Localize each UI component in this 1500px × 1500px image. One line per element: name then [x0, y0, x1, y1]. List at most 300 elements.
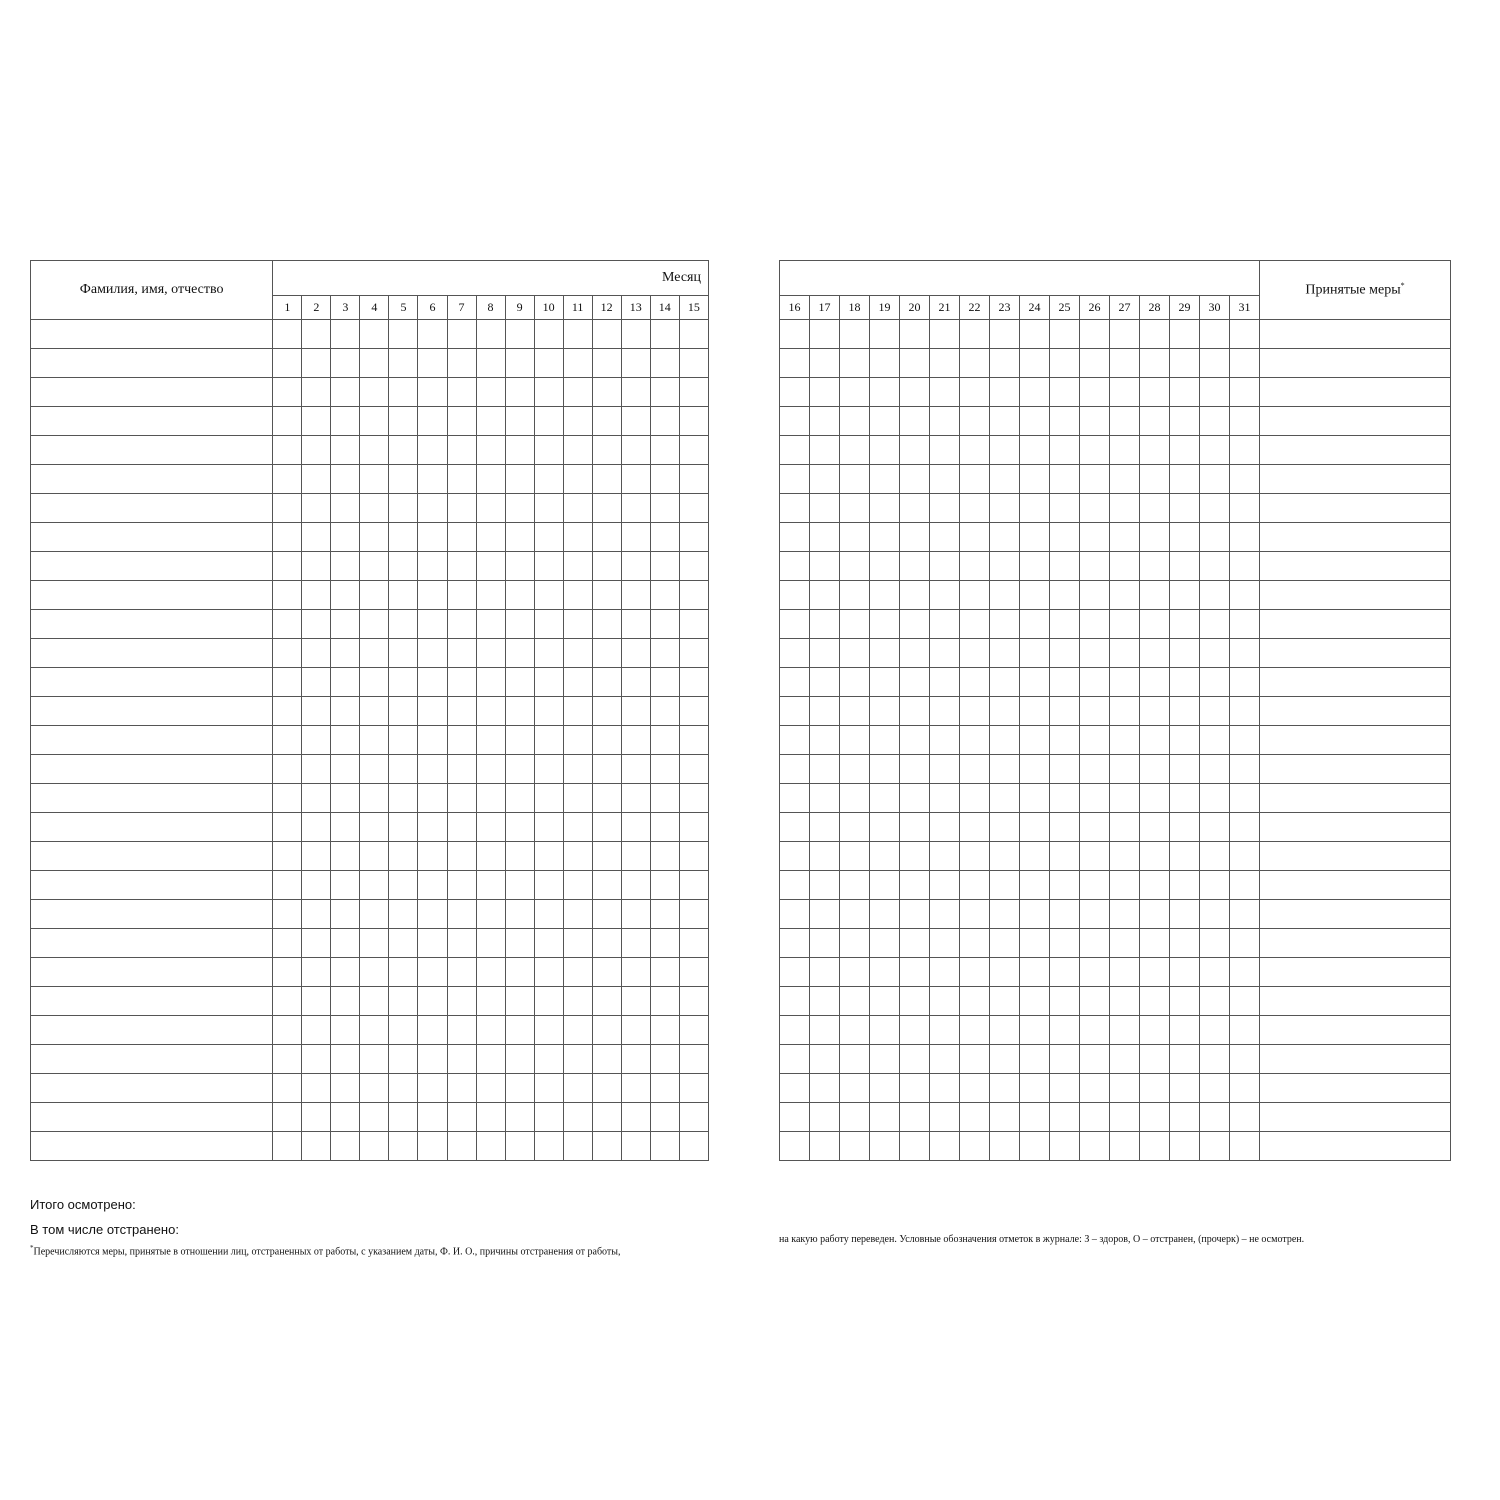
- day-mark-cell[interactable]: [1200, 639, 1230, 668]
- day-mark-cell[interactable]: [592, 726, 621, 755]
- day-mark-cell[interactable]: [1080, 668, 1110, 697]
- day-mark-cell[interactable]: [273, 871, 302, 900]
- measures-cell[interactable]: [1260, 436, 1451, 465]
- day-mark-cell[interactable]: [1020, 1074, 1050, 1103]
- day-mark-cell[interactable]: [447, 552, 476, 581]
- day-mark-cell[interactable]: [360, 581, 389, 610]
- employee-name-cell[interactable]: [31, 668, 273, 697]
- day-mark-cell[interactable]: [534, 523, 563, 552]
- day-mark-cell[interactable]: [1170, 813, 1200, 842]
- day-mark-cell[interactable]: [476, 668, 505, 697]
- day-mark-cell[interactable]: [418, 842, 447, 871]
- day-mark-cell[interactable]: [840, 349, 870, 378]
- measures-cell[interactable]: [1260, 552, 1451, 581]
- day-mark-cell[interactable]: [505, 610, 534, 639]
- day-mark-cell[interactable]: [1200, 784, 1230, 813]
- day-mark-cell[interactable]: [900, 1103, 930, 1132]
- day-mark-cell[interactable]: [447, 1016, 476, 1045]
- day-mark-cell[interactable]: [302, 784, 331, 813]
- day-mark-cell[interactable]: [476, 407, 505, 436]
- day-mark-cell[interactable]: [870, 320, 900, 349]
- day-mark-cell[interactable]: [990, 552, 1020, 581]
- day-mark-cell[interactable]: [476, 639, 505, 668]
- day-mark-cell[interactable]: [360, 987, 389, 1016]
- day-mark-cell[interactable]: [930, 900, 960, 929]
- day-mark-cell[interactable]: [840, 1045, 870, 1074]
- employee-name-cell[interactable]: [31, 523, 273, 552]
- day-mark-cell[interactable]: [900, 726, 930, 755]
- day-mark-cell[interactable]: [447, 523, 476, 552]
- day-mark-cell[interactable]: [1110, 523, 1140, 552]
- day-mark-cell[interactable]: [930, 842, 960, 871]
- day-mark-cell[interactable]: [302, 697, 331, 726]
- day-mark-cell[interactable]: [930, 1103, 960, 1132]
- day-mark-cell[interactable]: [960, 407, 990, 436]
- day-mark-cell[interactable]: [900, 349, 930, 378]
- employee-name-cell[interactable]: [31, 494, 273, 523]
- day-mark-cell[interactable]: [621, 639, 650, 668]
- day-mark-cell[interactable]: [331, 900, 360, 929]
- day-mark-cell[interactable]: [990, 1016, 1020, 1045]
- day-mark-cell[interactable]: [592, 639, 621, 668]
- day-mark-cell[interactable]: [1170, 784, 1200, 813]
- day-mark-cell[interactable]: [1140, 407, 1170, 436]
- day-mark-cell[interactable]: [900, 900, 930, 929]
- day-mark-cell[interactable]: [273, 320, 302, 349]
- day-mark-cell[interactable]: [534, 842, 563, 871]
- day-mark-cell[interactable]: [592, 465, 621, 494]
- day-mark-cell[interactable]: [389, 320, 418, 349]
- day-mark-cell[interactable]: [990, 900, 1020, 929]
- day-mark-cell[interactable]: [1080, 697, 1110, 726]
- day-mark-cell[interactable]: [900, 610, 930, 639]
- day-mark-cell[interactable]: [563, 494, 592, 523]
- day-mark-cell[interactable]: [389, 378, 418, 407]
- employee-name-cell[interactable]: [31, 378, 273, 407]
- day-mark-cell[interactable]: [1080, 349, 1110, 378]
- day-mark-cell[interactable]: [1200, 726, 1230, 755]
- day-mark-cell[interactable]: [1230, 581, 1260, 610]
- day-mark-cell[interactable]: [534, 697, 563, 726]
- day-mark-cell[interactable]: [563, 929, 592, 958]
- day-mark-cell[interactable]: [810, 378, 840, 407]
- day-mark-cell[interactable]: [990, 378, 1020, 407]
- day-mark-cell[interactable]: [1230, 1132, 1260, 1161]
- day-mark-cell[interactable]: [679, 610, 708, 639]
- day-mark-cell[interactable]: [360, 639, 389, 668]
- day-mark-cell[interactable]: [1200, 378, 1230, 407]
- day-mark-cell[interactable]: [870, 552, 900, 581]
- day-mark-cell[interactable]: [1050, 842, 1080, 871]
- day-mark-cell[interactable]: [621, 871, 650, 900]
- day-mark-cell[interactable]: [563, 581, 592, 610]
- day-mark-cell[interactable]: [563, 639, 592, 668]
- day-mark-cell[interactable]: [840, 668, 870, 697]
- day-mark-cell[interactable]: [389, 900, 418, 929]
- day-mark-cell[interactable]: [780, 987, 810, 1016]
- day-mark-cell[interactable]: [650, 697, 679, 726]
- day-mark-cell[interactable]: [1170, 1016, 1200, 1045]
- day-mark-cell[interactable]: [840, 929, 870, 958]
- day-mark-cell[interactable]: [1230, 436, 1260, 465]
- day-mark-cell[interactable]: [930, 581, 960, 610]
- day-mark-cell[interactable]: [273, 1132, 302, 1161]
- day-mark-cell[interactable]: [840, 639, 870, 668]
- day-mark-cell[interactable]: [476, 726, 505, 755]
- employee-name-cell[interactable]: [31, 813, 273, 842]
- day-mark-cell[interactable]: [1110, 494, 1140, 523]
- day-mark-cell[interactable]: [534, 349, 563, 378]
- day-mark-cell[interactable]: [621, 552, 650, 581]
- day-mark-cell[interactable]: [505, 1016, 534, 1045]
- day-mark-cell[interactable]: [1230, 1074, 1260, 1103]
- day-mark-cell[interactable]: [1230, 755, 1260, 784]
- day-mark-cell[interactable]: [780, 697, 810, 726]
- day-mark-cell[interactable]: [534, 581, 563, 610]
- day-mark-cell[interactable]: [592, 784, 621, 813]
- day-mark-cell[interactable]: [621, 784, 650, 813]
- day-mark-cell[interactable]: [447, 784, 476, 813]
- day-mark-cell[interactable]: [360, 929, 389, 958]
- day-mark-cell[interactable]: [780, 784, 810, 813]
- day-mark-cell[interactable]: [870, 697, 900, 726]
- day-mark-cell[interactable]: [1080, 378, 1110, 407]
- day-mark-cell[interactable]: [389, 813, 418, 842]
- day-mark-cell[interactable]: [1200, 987, 1230, 1016]
- day-mark-cell[interactable]: [534, 900, 563, 929]
- day-mark-cell[interactable]: [621, 929, 650, 958]
- day-mark-cell[interactable]: [273, 436, 302, 465]
- day-mark-cell[interactable]: [1020, 639, 1050, 668]
- day-mark-cell[interactable]: [1110, 697, 1140, 726]
- day-mark-cell[interactable]: [534, 465, 563, 494]
- day-mark-cell[interactable]: [870, 349, 900, 378]
- day-mark-cell[interactable]: [621, 1103, 650, 1132]
- day-mark-cell[interactable]: [840, 378, 870, 407]
- day-mark-cell[interactable]: [810, 900, 840, 929]
- day-mark-cell[interactable]: [1020, 378, 1050, 407]
- day-mark-cell[interactable]: [870, 842, 900, 871]
- day-mark-cell[interactable]: [650, 639, 679, 668]
- day-mark-cell[interactable]: [930, 929, 960, 958]
- day-mark-cell[interactable]: [1140, 784, 1170, 813]
- day-mark-cell[interactable]: [331, 726, 360, 755]
- measures-cell[interactable]: [1260, 755, 1451, 784]
- day-mark-cell[interactable]: [960, 523, 990, 552]
- day-mark-cell[interactable]: [389, 871, 418, 900]
- day-mark-cell[interactable]: [302, 958, 331, 987]
- day-mark-cell[interactable]: [476, 1016, 505, 1045]
- day-mark-cell[interactable]: [1140, 668, 1170, 697]
- day-mark-cell[interactable]: [592, 349, 621, 378]
- day-mark-cell[interactable]: [563, 1132, 592, 1161]
- day-mark-cell[interactable]: [1170, 726, 1200, 755]
- day-mark-cell[interactable]: [1230, 639, 1260, 668]
- day-mark-cell[interactable]: [960, 813, 990, 842]
- day-mark-cell[interactable]: [900, 1132, 930, 1161]
- day-mark-cell[interactable]: [534, 378, 563, 407]
- day-mark-cell[interactable]: [1200, 1074, 1230, 1103]
- day-mark-cell[interactable]: [1050, 1016, 1080, 1045]
- day-mark-cell[interactable]: [418, 784, 447, 813]
- day-mark-cell[interactable]: [1080, 581, 1110, 610]
- day-mark-cell[interactable]: [389, 929, 418, 958]
- day-mark-cell[interactable]: [592, 668, 621, 697]
- day-mark-cell[interactable]: [810, 668, 840, 697]
- day-mark-cell[interactable]: [1200, 900, 1230, 929]
- day-mark-cell[interactable]: [563, 987, 592, 1016]
- day-mark-cell[interactable]: [960, 436, 990, 465]
- day-mark-cell[interactable]: [870, 581, 900, 610]
- day-mark-cell[interactable]: [534, 871, 563, 900]
- day-mark-cell[interactable]: [360, 349, 389, 378]
- day-mark-cell[interactable]: [1200, 871, 1230, 900]
- day-mark-cell[interactable]: [360, 1103, 389, 1132]
- day-mark-cell[interactable]: [447, 494, 476, 523]
- day-mark-cell[interactable]: [650, 581, 679, 610]
- day-mark-cell[interactable]: [780, 1074, 810, 1103]
- day-mark-cell[interactable]: [810, 697, 840, 726]
- day-mark-cell[interactable]: [418, 929, 447, 958]
- day-mark-cell[interactable]: [389, 784, 418, 813]
- day-mark-cell[interactable]: [810, 784, 840, 813]
- day-mark-cell[interactable]: [302, 320, 331, 349]
- day-mark-cell[interactable]: [810, 1132, 840, 1161]
- day-mark-cell[interactable]: [331, 1016, 360, 1045]
- day-mark-cell[interactable]: [960, 465, 990, 494]
- measures-cell[interactable]: [1260, 842, 1451, 871]
- day-mark-cell[interactable]: [476, 610, 505, 639]
- day-mark-cell[interactable]: [447, 900, 476, 929]
- day-mark-cell[interactable]: [1140, 1074, 1170, 1103]
- day-mark-cell[interactable]: [1140, 320, 1170, 349]
- day-mark-cell[interactable]: [1200, 465, 1230, 494]
- day-mark-cell[interactable]: [900, 784, 930, 813]
- day-mark-cell[interactable]: [476, 987, 505, 1016]
- measures-cell[interactable]: [1260, 465, 1451, 494]
- day-mark-cell[interactable]: [505, 465, 534, 494]
- day-mark-cell[interactable]: [900, 1016, 930, 1045]
- day-mark-cell[interactable]: [389, 349, 418, 378]
- day-mark-cell[interactable]: [810, 929, 840, 958]
- day-mark-cell[interactable]: [563, 1103, 592, 1132]
- day-mark-cell[interactable]: [447, 726, 476, 755]
- measures-cell[interactable]: [1260, 1103, 1451, 1132]
- day-mark-cell[interactable]: [1050, 987, 1080, 1016]
- day-mark-cell[interactable]: [960, 639, 990, 668]
- day-mark-cell[interactable]: [870, 1016, 900, 1045]
- day-mark-cell[interactable]: [418, 436, 447, 465]
- day-mark-cell[interactable]: [1140, 1132, 1170, 1161]
- day-mark-cell[interactable]: [1080, 1045, 1110, 1074]
- day-mark-cell[interactable]: [650, 378, 679, 407]
- day-mark-cell[interactable]: [273, 958, 302, 987]
- day-mark-cell[interactable]: [389, 1045, 418, 1074]
- day-mark-cell[interactable]: [1020, 581, 1050, 610]
- day-mark-cell[interactable]: [505, 842, 534, 871]
- day-mark-cell[interactable]: [650, 929, 679, 958]
- day-mark-cell[interactable]: [389, 987, 418, 1016]
- day-mark-cell[interactable]: [1050, 407, 1080, 436]
- day-mark-cell[interactable]: [563, 726, 592, 755]
- day-mark-cell[interactable]: [679, 639, 708, 668]
- day-mark-cell[interactable]: [476, 900, 505, 929]
- day-mark-cell[interactable]: [810, 1103, 840, 1132]
- day-mark-cell[interactable]: [302, 755, 331, 784]
- employee-name-cell[interactable]: [31, 697, 273, 726]
- day-mark-cell[interactable]: [331, 610, 360, 639]
- day-mark-cell[interactable]: [1080, 726, 1110, 755]
- day-mark-cell[interactable]: [1170, 900, 1200, 929]
- day-mark-cell[interactable]: [780, 1103, 810, 1132]
- day-mark-cell[interactable]: [810, 639, 840, 668]
- day-mark-cell[interactable]: [360, 842, 389, 871]
- measures-cell[interactable]: [1260, 813, 1451, 842]
- day-mark-cell[interactable]: [1110, 929, 1140, 958]
- day-mark-cell[interactable]: [810, 871, 840, 900]
- day-mark-cell[interactable]: [870, 929, 900, 958]
- day-mark-cell[interactable]: [447, 1074, 476, 1103]
- day-mark-cell[interactable]: [273, 639, 302, 668]
- day-mark-cell[interactable]: [621, 581, 650, 610]
- day-mark-cell[interactable]: [1050, 871, 1080, 900]
- day-mark-cell[interactable]: [360, 1045, 389, 1074]
- day-mark-cell[interactable]: [1230, 378, 1260, 407]
- day-mark-cell[interactable]: [1110, 436, 1140, 465]
- measures-cell[interactable]: [1260, 320, 1451, 349]
- day-mark-cell[interactable]: [1020, 900, 1050, 929]
- day-mark-cell[interactable]: [1080, 639, 1110, 668]
- day-mark-cell[interactable]: [476, 465, 505, 494]
- day-mark-cell[interactable]: [1170, 349, 1200, 378]
- day-mark-cell[interactable]: [331, 552, 360, 581]
- day-mark-cell[interactable]: [840, 871, 870, 900]
- day-mark-cell[interactable]: [505, 407, 534, 436]
- day-mark-cell[interactable]: [780, 755, 810, 784]
- day-mark-cell[interactable]: [960, 581, 990, 610]
- measures-cell[interactable]: [1260, 726, 1451, 755]
- day-mark-cell[interactable]: [1050, 958, 1080, 987]
- day-mark-cell[interactable]: [331, 958, 360, 987]
- day-mark-cell[interactable]: [1140, 349, 1170, 378]
- day-mark-cell[interactable]: [810, 842, 840, 871]
- day-mark-cell[interactable]: [990, 842, 1020, 871]
- employee-name-cell[interactable]: [31, 639, 273, 668]
- day-mark-cell[interactable]: [389, 1103, 418, 1132]
- day-mark-cell[interactable]: [1020, 1045, 1050, 1074]
- day-mark-cell[interactable]: [1050, 726, 1080, 755]
- day-mark-cell[interactable]: [1020, 465, 1050, 494]
- day-mark-cell[interactable]: [1020, 1103, 1050, 1132]
- day-mark-cell[interactable]: [1050, 929, 1080, 958]
- day-mark-cell[interactable]: [990, 958, 1020, 987]
- day-mark-cell[interactable]: [592, 436, 621, 465]
- day-mark-cell[interactable]: [1080, 1016, 1110, 1045]
- day-mark-cell[interactable]: [418, 1016, 447, 1045]
- day-mark-cell[interactable]: [930, 813, 960, 842]
- day-mark-cell[interactable]: [302, 668, 331, 697]
- day-mark-cell[interactable]: [447, 1103, 476, 1132]
- day-mark-cell[interactable]: [679, 523, 708, 552]
- day-mark-cell[interactable]: [1200, 581, 1230, 610]
- day-mark-cell[interactable]: [960, 929, 990, 958]
- day-mark-cell[interactable]: [273, 523, 302, 552]
- day-mark-cell[interactable]: [1230, 813, 1260, 842]
- day-mark-cell[interactable]: [389, 1016, 418, 1045]
- day-mark-cell[interactable]: [505, 784, 534, 813]
- day-mark-cell[interactable]: [447, 1045, 476, 1074]
- measures-cell[interactable]: [1260, 1074, 1451, 1103]
- day-mark-cell[interactable]: [505, 900, 534, 929]
- day-mark-cell[interactable]: [930, 668, 960, 697]
- day-mark-cell[interactable]: [1170, 436, 1200, 465]
- day-mark-cell[interactable]: [780, 320, 810, 349]
- day-mark-cell[interactable]: [331, 523, 360, 552]
- day-mark-cell[interactable]: [1110, 1045, 1140, 1074]
- day-mark-cell[interactable]: [960, 958, 990, 987]
- day-mark-cell[interactable]: [679, 958, 708, 987]
- day-mark-cell[interactable]: [650, 987, 679, 1016]
- day-mark-cell[interactable]: [563, 610, 592, 639]
- day-mark-cell[interactable]: [810, 552, 840, 581]
- day-mark-cell[interactable]: [476, 1045, 505, 1074]
- day-mark-cell[interactable]: [476, 842, 505, 871]
- day-mark-cell[interactable]: [1050, 581, 1080, 610]
- day-mark-cell[interactable]: [1200, 697, 1230, 726]
- day-mark-cell[interactable]: [930, 610, 960, 639]
- day-mark-cell[interactable]: [505, 1045, 534, 1074]
- day-mark-cell[interactable]: [900, 755, 930, 784]
- day-mark-cell[interactable]: [331, 407, 360, 436]
- day-mark-cell[interactable]: [331, 755, 360, 784]
- day-mark-cell[interactable]: [930, 1045, 960, 1074]
- day-mark-cell[interactable]: [990, 639, 1020, 668]
- day-mark-cell[interactable]: [1170, 407, 1200, 436]
- day-mark-cell[interactable]: [1080, 842, 1110, 871]
- day-mark-cell[interactable]: [840, 610, 870, 639]
- day-mark-cell[interactable]: [1110, 813, 1140, 842]
- day-mark-cell[interactable]: [1230, 842, 1260, 871]
- day-mark-cell[interactable]: [360, 900, 389, 929]
- day-mark-cell[interactable]: [621, 813, 650, 842]
- day-mark-cell[interactable]: [1020, 320, 1050, 349]
- measures-cell[interactable]: [1260, 378, 1451, 407]
- day-mark-cell[interactable]: [1020, 929, 1050, 958]
- day-mark-cell[interactable]: [273, 987, 302, 1016]
- day-mark-cell[interactable]: [990, 697, 1020, 726]
- day-mark-cell[interactable]: [780, 552, 810, 581]
- day-mark-cell[interactable]: [447, 436, 476, 465]
- day-mark-cell[interactable]: [1050, 552, 1080, 581]
- day-mark-cell[interactable]: [930, 523, 960, 552]
- day-mark-cell[interactable]: [870, 813, 900, 842]
- day-mark-cell[interactable]: [990, 929, 1020, 958]
- day-mark-cell[interactable]: [418, 1132, 447, 1161]
- measures-cell[interactable]: [1260, 523, 1451, 552]
- day-mark-cell[interactable]: [810, 958, 840, 987]
- day-mark-cell[interactable]: [505, 726, 534, 755]
- day-mark-cell[interactable]: [679, 871, 708, 900]
- day-mark-cell[interactable]: [650, 407, 679, 436]
- day-mark-cell[interactable]: [679, 465, 708, 494]
- day-mark-cell[interactable]: [780, 900, 810, 929]
- day-mark-cell[interactable]: [302, 494, 331, 523]
- day-mark-cell[interactable]: [650, 436, 679, 465]
- day-mark-cell[interactable]: [1200, 813, 1230, 842]
- day-mark-cell[interactable]: [476, 581, 505, 610]
- day-mark-cell[interactable]: [780, 958, 810, 987]
- day-mark-cell[interactable]: [780, 813, 810, 842]
